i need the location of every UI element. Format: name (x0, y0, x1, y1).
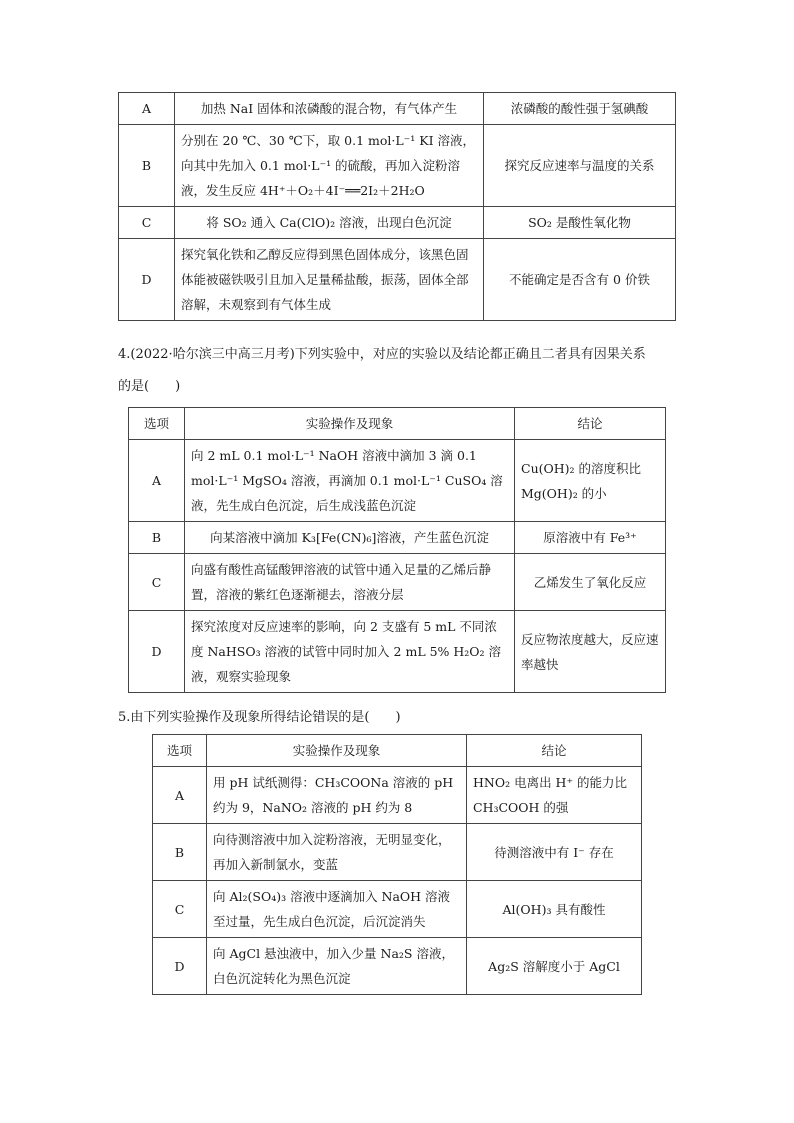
table-row (129, 440, 666, 522)
conclusion-cell: 不能确定是否含有 0 价铁 (484, 239, 676, 321)
table-row (119, 125, 676, 207)
table-row (129, 522, 666, 554)
option-label: B (119, 125, 175, 207)
header-conclusion: 结论 (515, 408, 666, 440)
conclusion-cell: HNO₂ 电离出 H⁺ 的能力比 CH₃COOH 的强 (467, 767, 642, 824)
header-option: 选项 (153, 735, 207, 767)
table-row (119, 207, 676, 239)
conclusion-cell: 反应物浓度越大，反应速率越快 (515, 611, 666, 693)
option-label: D (153, 938, 207, 995)
conclusion-cell: Ag₂S 溶解度小于 AgCl (467, 938, 642, 995)
operation-cell: 向 AgCl 悬浊液中，加入少量 Na₂S 溶液，白色沉淀转化为黑色沉淀 (207, 938, 467, 995)
question-4-stem (118, 341, 698, 401)
operation-cell: 分别在 20 ℃、30 ℃下，取 0.1 mol·L⁻¹ KI 溶液，向其中先加入 0.1 mol·L⁻¹ 的硫酸，再加入淀粉溶液，发生反应 4H⁺＋O₂＋4I⁻══2I₂＋2H₂O (175, 125, 484, 207)
operation-cell: 向待测溶液中加入淀粉溶液，无明显变化，再加入新制氯水，变蓝 (207, 824, 467, 881)
question-4-stem-line1: 4.(2022·哈尔滨三中高三月考)下列实验中，对应的实验以及结论都正确且二者具有因果关系 (118, 347, 646, 362)
table-row (119, 93, 676, 125)
operation-cell: 加热 NaI 固体和浓磷酸的混合物，有气体产生 (175, 93, 484, 125)
table-row (129, 554, 666, 611)
conclusion-cell: 原溶液中有 Fe³⁺ (515, 522, 666, 554)
option-label: C (119, 207, 175, 239)
operation-cell: 向某溶液中滴加 K₃[Fe(CN)₆]溶液，产生蓝色沉淀 (185, 522, 515, 554)
table-row (153, 824, 642, 881)
operation-cell: 向 Al₂(SO₄)₃ 溶液中逐滴加入 NaOH 溶液至过量，先生成白色沉淀，后沉淀消失 (207, 881, 467, 938)
option-label: C (129, 554, 185, 611)
header-operation: 实验操作及现象 (185, 408, 515, 440)
table-row (153, 881, 642, 938)
option-label: D (129, 611, 185, 693)
header-conclusion: 结论 (467, 735, 642, 767)
table-row (153, 938, 642, 995)
operation-cell: 探究浓度对反应速率的影响，向 2 支盛有 5 mL 不同浓度 NaHSO₃ 溶液的试管中同时加入 2 mL 5% H₂O₂ 溶液，观察实验现象 (185, 611, 515, 693)
header-option: 选项 (129, 408, 185, 440)
conclusion-cell: 探究反应速率与温度的关系 (484, 125, 676, 207)
table-header-row (129, 408, 666, 440)
operation-cell: 用 pH 试纸测得：CH₃COONa 溶液的 pH 约为 9，NaNO₂ 溶液的 pH 约为 8 (207, 767, 467, 824)
option-label: C (153, 881, 207, 938)
option-label: A (119, 93, 175, 125)
table-row (129, 611, 666, 693)
option-label: B (153, 824, 207, 881)
operation-cell: 将 SO₂ 通入 Ca(ClO)₂ 溶液，出现白色沉淀 (175, 207, 484, 239)
conclusion-cell: SO₂ 是酸性氧化物 (484, 207, 676, 239)
option-label: A (129, 440, 185, 522)
conclusion-cell: 待测溶液中有 I⁻ 存在 (467, 824, 642, 881)
operation-cell: 探究氧化铁和乙醇反应得到黑色固体成分，该黑色固体能被磁铁吸引且加入足量稀盐酸，振荡，固体全部溶解，未观察到有气体生成 (175, 239, 484, 321)
conclusion-cell: 乙烯发生了氧化反应 (515, 554, 666, 611)
header-operation: 实验操作及现象 (207, 735, 467, 767)
option-label: A (153, 767, 207, 824)
table-row (153, 767, 642, 824)
operation-cell: 向盛有酸性高锰酸钾溶液的试管中通入足量的乙烯后静置，溶液的紫红色逐渐褪去，溶液分层 (185, 554, 515, 611)
table-q4 (128, 407, 666, 693)
conclusion-cell: Cu(OH)₂ 的溶度积比 Mg(OH)₂ 的小 (515, 440, 666, 522)
table-q5 (152, 734, 642, 995)
table-row (119, 239, 676, 321)
operation-cell: 向 2 mL 0.1 mol·L⁻¹ NaOH 溶液中滴加 3 滴 0.1 mol·L⁻¹ MgSO₄ 溶液，再滴加 0.1 mol·L⁻¹ CuSO₄ 溶液，先生成白色沉淀，后生成浅蓝色沉淀 (185, 440, 515, 522)
option-label: D (119, 239, 175, 321)
table-q3-continued (118, 92, 676, 321)
conclusion-cell: Al(OH)₃ 具有酸性 (467, 881, 642, 938)
question-5-stem: 5.由下列实验操作及现象所得结论错误的是( ) (118, 710, 401, 725)
option-label: B (129, 522, 185, 554)
conclusion-cell: 浓磷酸的酸性强于氢碘酸 (484, 93, 676, 125)
table-header-row (153, 735, 642, 767)
question-4-stem-line2: 的是( ) (118, 379, 181, 394)
